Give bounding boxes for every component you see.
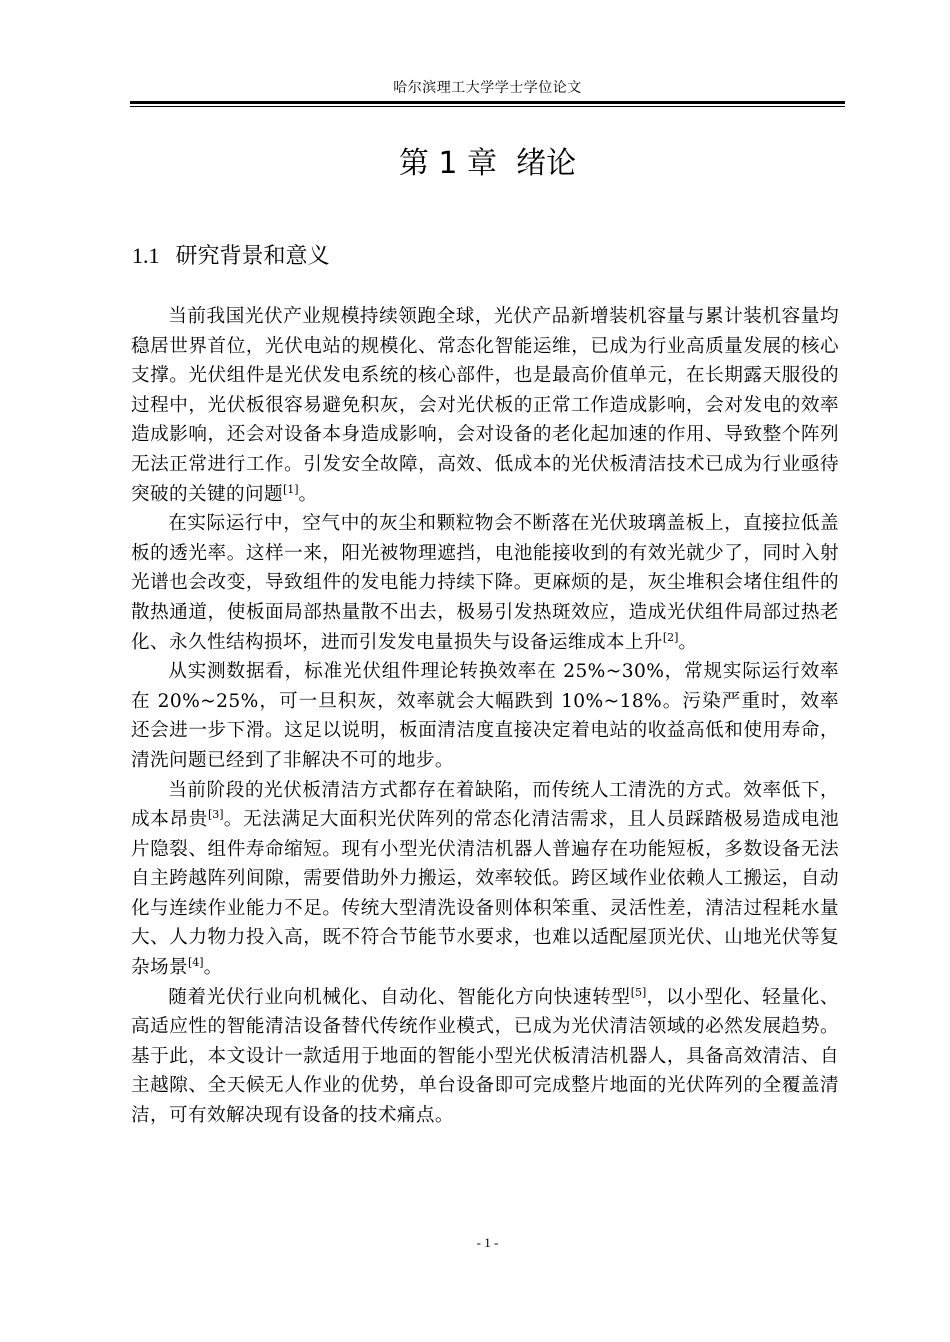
- paragraph: [131, 657, 839, 775]
- chapter-name: 绪论: [516, 146, 577, 181]
- section-number: 1.1: [132, 243, 160, 268]
- paragraph-text: 在实际运行中，空气中的灰尘和颗粒物会不断落在光伏玻璃盖板上，直接拉低盖板的透光率。这样一来，阳光被物理遮挡，电池能接收到的有效光就少了，同时入射光谱也会改变，导致组件的发电能力持续下降。更麻烦的是，灰尘堆积会堵住组件的散热通道，使板面局部热量散不出去，极易引发热斑效应，造成光伏组件局部过热老化、永久性结构损坏，进而引发发电量损失与设备运维成本上升: [131, 513, 839, 653]
- paragraph-text: 当前阶段的光伏板清洁方式都存在着缺陷，而传统人工清洗的方式。效率低下，成本昂贵: [131, 779, 839, 831]
- chapter-title: [130, 140, 845, 188]
- paragraph: [131, 983, 839, 1131]
- running-header: 哈尔滨理工大学学士学位论文: [393, 80, 582, 96]
- paragraph-text: 当前我国光伏产业规模持续领跑全球，光伏产品新增装机容量与累计装机容量均稳居世界首位，光伏电站的规模化、常态化智能运维，已成为行业高质量发展的核心支撑。光伏组件是光伏发电系统的核心部件，也是最高价值单元，在长期露天服役的过程中，光伏板很容易避免积灰，会对光伏板的正常工作造成影响，会对发电的效率造成影响，还会对设备本身造成影响，会对设备的老化起加速的作用、导致整个阵列无法正常进行工作。引发安全故障，高效、低成本的光伏板清洁技术已成为行业亟待突破的关键的问题: [131, 306, 839, 505]
- header-rule: [130, 101, 845, 104]
- paragraph: [131, 509, 839, 657]
- section-name: 研究背景和意义: [175, 244, 330, 269]
- chapter-number: 第 1 章: [398, 146, 498, 181]
- citation: [5]: [630, 985, 647, 999]
- section-heading: [132, 238, 330, 275]
- citation: [4]: [187, 956, 204, 970]
- body-text: [131, 302, 839, 1131]
- citation: [3]: [207, 808, 224, 822]
- paragraph-text-tail: 。无法满足大面积光伏阵列的常态化清洁需求，且人员踩踏极易造成电池片隐裂、组件寿命缩短。现有小型光伏清洁机器人普遍存在功能短板，多数设备无法自主跨越阵列间隙，需要借助外力搬运，效率较低。跨区域作业依赖人工搬运，自动化与连续作业能力不足。传统大型清洗设备则体积笨重、灵活性差，清洁过程耗水量大、人力物力投入高，既不符合节能节水要求，也难以适配屋顶光伏、山地光伏等复杂场景: [131, 809, 839, 979]
- paragraph-text: 从实测数据看，标准光伏组件理论转换效率在 25%~30%，常规实际运行效率在 20%~25%，可一旦积灰，效率就会大幅跌到 10%~18%。污染严重时，效率还会进一步下滑。这足以说明，板面清洁度直接决定着电站的收益高低和使用寿命，清洗问题已经到了非解决不可的地步。: [131, 661, 839, 771]
- paragraph: [131, 302, 839, 509]
- paragraph-text-tail: 。: [298, 483, 318, 505]
- header-rule-secondary: [130, 106, 845, 107]
- citation: [2]: [662, 630, 679, 644]
- paragraph-text-tail: ，以小型化、轻量化、高适应性的智能清洁设备替代传统作业模式，已成为光伏清洁领域的必然发展趋势。基于此，本文设计一款适用于地面的智能小型光伏板清洁机器人，具备高效清洁、自主越隙、全天候无人作业的优势，单台设备即可完成整片地面的光伏阵列的全覆盖清洁，可有效解决现有设备的技术痛点。: [131, 986, 839, 1127]
- paragraph-text-tail: 。: [203, 957, 223, 979]
- page-number: - 1 -: [476, 1235, 499, 1250]
- paragraph-text: 随着光伏行业向机械化、自动化、智能化方向快速转型: [168, 986, 631, 1008]
- paragraph: [131, 776, 839, 983]
- paragraph-text-tail: 。: [678, 631, 698, 653]
- citation: [1]: [282, 482, 299, 496]
